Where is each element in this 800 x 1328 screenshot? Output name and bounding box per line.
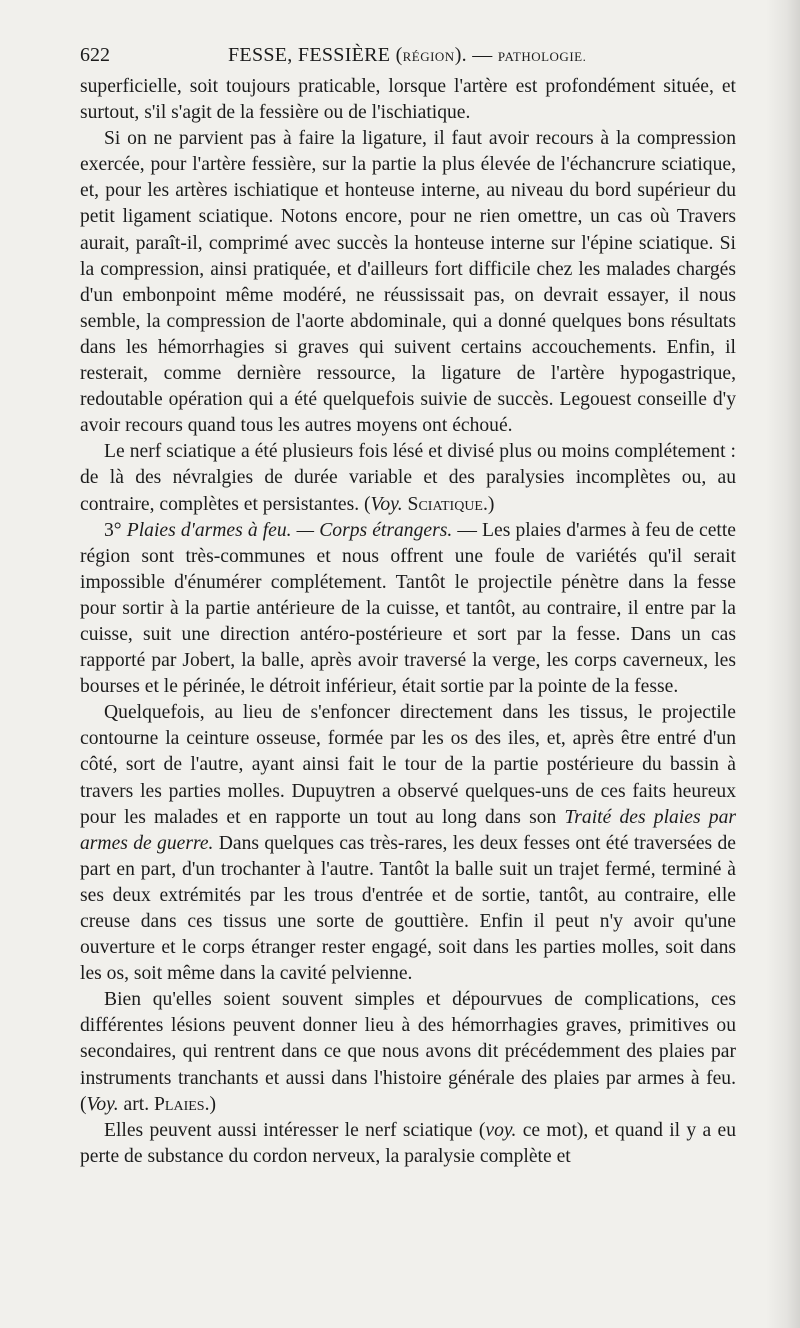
paragraph-end: .) bbox=[483, 493, 495, 515]
voy-abbrev: Voy. bbox=[370, 493, 403, 515]
paragraph bbox=[80, 126, 736, 439]
page-edge-shadow bbox=[766, 0, 800, 1328]
paragraph-text-cont: Dans quelques cas très-rares, les deux fesses ont été traversées de part en part, d'un trochanter à l'autre. Tantôt la balle suit un trajet fermé, terminé à ses deux extrémités par les trous d'entrée et de sortie, tantôt, au contraire, elle creuse dans ces tissus une sorte de gouttière. Enfin il peut n'y avoir qu'une ouverture et le corps étranger rester engagé, soit dans les parties molles, soit dans les os, soit même dans la cavité pelvienne. bbox=[80, 832, 736, 985]
running-header bbox=[80, 40, 736, 70]
voy-abbrev: Voy. bbox=[86, 1093, 119, 1115]
section-name: PATHOLOGIE. bbox=[497, 49, 587, 64]
section-heading: Plaies d'armes à feu. — Corps étrangers. bbox=[126, 519, 453, 541]
paragraph-text: — Les plaies d'armes à feu de cette région sont très-communes et nous offrent une foule de variétés qu'il serait impossible d'énumérer complétement. Tantôt le projectile pénètre dans la fesse pour sortir à la partie antérieure de la cuisse, et tantôt, au contraire, il entre par la cuisse, suit une direction antéro-postérieure et sort par la fesse. Dans un cas rapporté par Jobert, la balle, après avoir traversé la verge, les corps caverneux, les bourses et le périnée, le détroit inférieur, était sortie par la pointe de la fesse. bbox=[80, 519, 736, 698]
voy-abbrev: voy. bbox=[485, 1119, 517, 1141]
body-text bbox=[80, 74, 736, 1170]
paragraph-text: Bien qu'elles soient souvent simples et dépourvues de complications, ces différentes lésions peuvent donner lieu à des hémorrhagies graves, primitives ou secondaires, qui rentrent dans ce que nous avons dit précédemment des plaies par instruments tranchants et aussi dans l'histoire générale des plaies par armes à feu. ( bbox=[80, 989, 736, 1115]
title-region: RÉGION bbox=[402, 49, 455, 64]
running-title bbox=[228, 44, 586, 67]
paragraph-text: Si on ne parvient pas à faire la ligature, il faut avoir recours à la compression exercée, pour l'artère fessière, sur la partie la plus élevée de l'échancrure sciatique, et, pour les artères ischiatique et honteuse interne, au niveau du bord supérieur du petit ligament sciatique. Notons encore, pour ne rien omettre, un cas où Travers aurait, paraît-il, comprimé avec succès la honteuse interne sur l'épine sciatique. Si la compression, ainsi pratiquée, et d'ailleurs fort difficile chez les malades chargés d'un embonpoint même modéré, ne réussissait pas, on devrait essayer, il nous semble, la compression de l'aorte abdominale, qui a donné quelques bons résultats dans les hémorrhagies si graves qui suivent certains accouchements. Enfin, il resterait, comme dernière ressource, la ligature de l'artère hypogastrique, redoutable opération qui a été quelquefois suivie de succès. Legouest conseille d'y avoir recours quand tous les autres moyens ont échoué. bbox=[80, 128, 736, 437]
art-abbrev: art. bbox=[118, 1093, 155, 1115]
paragraph bbox=[80, 1118, 736, 1170]
paragraph bbox=[80, 700, 736, 987]
section-number: 3° bbox=[104, 519, 122, 541]
paragraph bbox=[80, 987, 736, 1117]
page-number: 622 bbox=[80, 44, 110, 66]
paragraph-text: superficielle, soit toujours praticable, lorsque l'artère est profondément située, et surtout, s'il s'agit de la fessière ou de l'ischiatique. bbox=[80, 76, 736, 124]
title-dash: — bbox=[472, 44, 493, 66]
cross-reference: Plaies bbox=[154, 1093, 205, 1115]
paragraph-text: Elles peuvent aussi intéresser le nerf sciatique ( bbox=[104, 1119, 486, 1141]
paragraph-text-cont: ce mot), et quand il y a eu perte de substance du cordon nerveux, la paralysie complète et bbox=[80, 1119, 736, 1167]
paragraph bbox=[80, 518, 736, 701]
paragraph-end: .) bbox=[204, 1093, 217, 1115]
title-close: ). bbox=[454, 44, 467, 66]
paragraph-text: Le nerf sciatique a été plusieurs fois lésé et divisé plus ou moins complétement : de là des névralgies de durée variable et des paralysies incomplètes ou, au contraire, complètes et persistantes. ( bbox=[80, 441, 736, 515]
cross-reference: Sciatique bbox=[407, 493, 483, 515]
title-main: FESSE, FESSIÈRE ( bbox=[228, 44, 403, 66]
paragraph bbox=[80, 74, 736, 126]
book-title: Traité des plaies par armes de guerre. bbox=[80, 806, 736, 854]
paragraph bbox=[80, 439, 736, 517]
paragraph-text: Quelquefois, au lieu de s'enfoncer directement dans les tissus, le projectile contourne la ceinture osseuse, formée par les os des iles, et, après être entré d'un côté, sort de l'autre, ayant ainsi fait le tour de la partie postérieure du bassin à travers les parties molles. Dupuytren a observé quelques-uns de ces faits heureux pour les malades et en rapporte un tout au long dans son bbox=[80, 702, 736, 828]
